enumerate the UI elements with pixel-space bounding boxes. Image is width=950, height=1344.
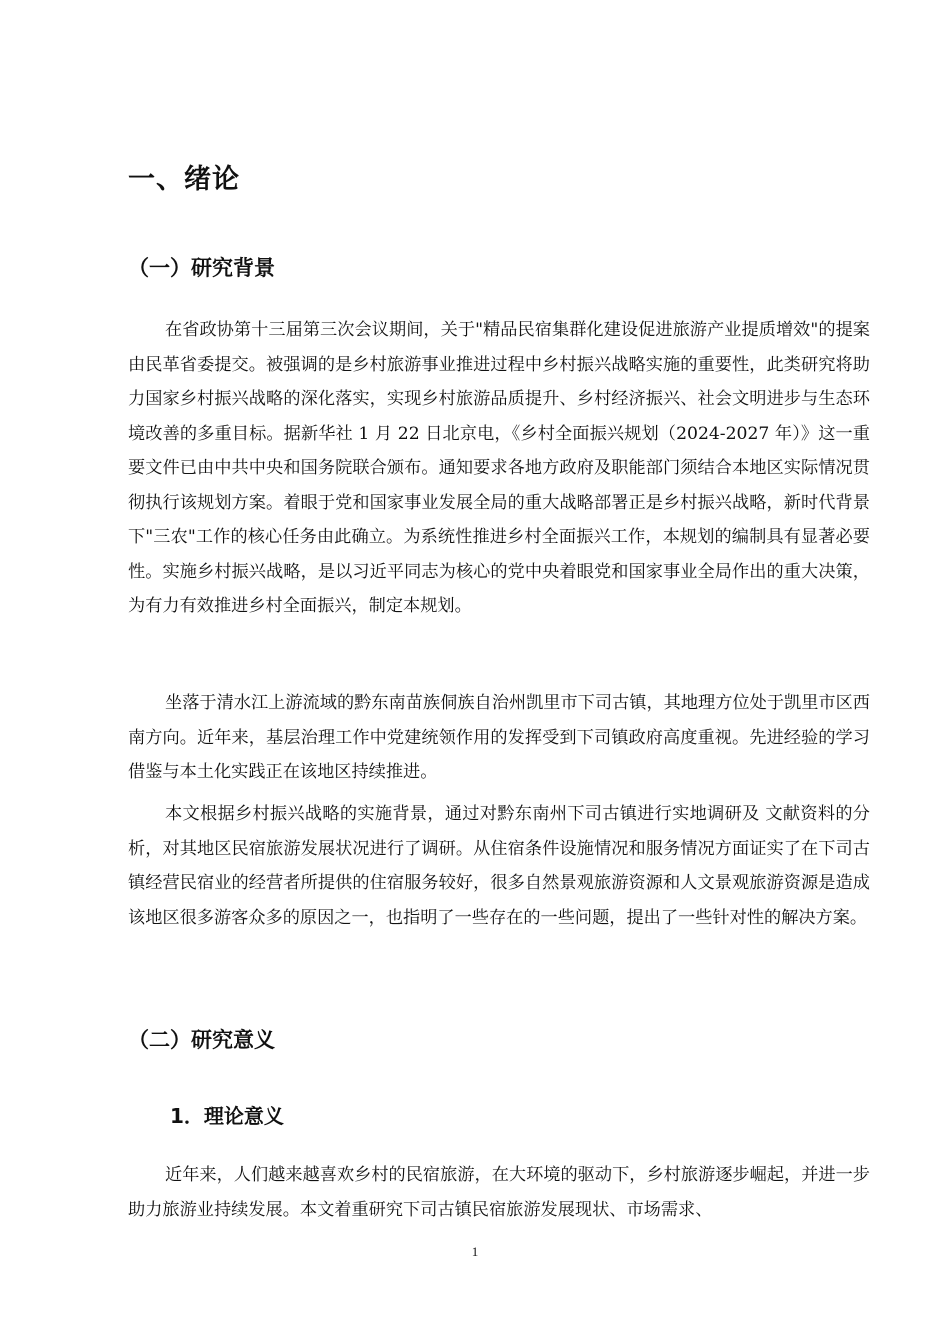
paragraph-background-3: 本文根据乡村振兴战略的实施背景，通过对黔东南州下司古镇进行实地调研及 文献资料的分析，对其地区民宿旅游发展状况进行了调研。从住宿条件设施情况和服务情况方面证实了在下司古镇经营民宿业的经营者所提供的住宿服务较好，很多自然景观旅游资源和人文景观旅游资源是造成该地区很多游客众多的原因之一，也指明了一些存在的一些问题，提出了一些针对性的解决方案。 [128, 804, 870, 928]
subsection-title-theory: 1．理论意义 [170, 1104, 284, 1128]
paragraph-background-1: 在省政协第十三届第三次会议期间，关于"精品民宿集群化建设促进旅游产业提质增效"的提案由民革省委提交。被强调的是乡村旅游事业推进过程中乡村振兴战略实施的重要性，此类研究将助力国家乡村振兴战略的深化落实，实现乡村旅游品质提升、乡村经济振兴、社会文明进步与生态环境改善的多重目标。据新华社 1 月 22 日北京电，《乡村全面振兴规划（2024-2027 年）》这一重要文件已由中共中央和国务院联合颁布。通知要求各地方政府及职能部门须结合本地区实际情况贯彻执行该规划方案。着眼于党和国家事业发展全局的重大战略部署正是乡村振兴战略，新时代背景下"三农"工作的核心任务由此确立。为系统性推进乡村全面振兴工作，本规划的编制具有显著必要性。实施乡村振兴战略，是以习近平同志为核心的党中央着眼党和国家事业全局作出的重大决策，为有力有效推进乡村全面振兴，制定本规划。 [128, 320, 870, 616]
chapter-title: 一、绪论 [128, 164, 240, 195]
section-title-significance: （二）研究意义 [128, 1028, 275, 1052]
paragraph-theory-1: 近年来，人们越来越喜欢乡村的民宿旅游，在大环境的驱动下，乡村旅游逐步崛起，并进一步助力旅游业持续发展。本文着重研究下司古镇民宿旅游发展现状、市场需求、 [128, 1165, 870, 1220]
section-title-background: （一）研究背景 [128, 256, 275, 280]
page-number: 1 [471, 1244, 479, 1259]
paragraph-background-2: 坐落于清水江上游流域的黔东南苗族侗族自治州凯里市下司古镇，其地理方位处于凯里市区西南方向。近年来，基层治理工作中党建统领作用的发挥受到下司镇政府高度重视。先进经验的学习借鉴与本土化实践正在该地区持续推进。 [128, 693, 870, 782]
